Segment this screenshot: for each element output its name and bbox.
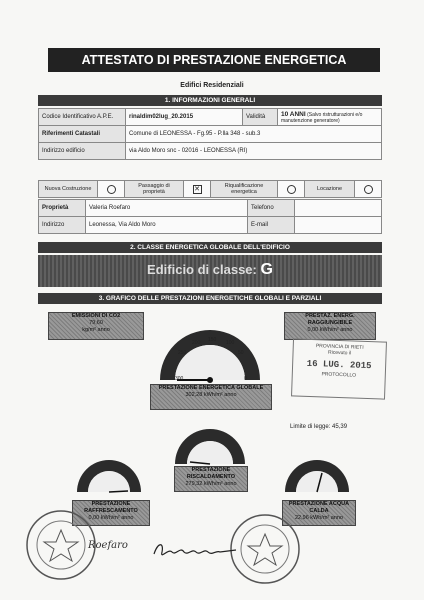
global-gauge xyxy=(150,320,270,390)
signature-stroke xyxy=(154,545,236,555)
code-value: rinaldim02lug_20.2015 xyxy=(126,109,243,126)
empty-radio-icon xyxy=(287,185,296,194)
document-title: ATTESTATO DI PRESTAZIONE ENERGETICA xyxy=(48,48,380,72)
gauge-tick-150: 150 xyxy=(208,337,217,343)
global-value: 302,28 kWh/m² anno xyxy=(185,392,237,398)
section-energy-class-header: 2. CLASSE ENERGETICA GLOBALE DELL'EDIFICIO xyxy=(38,242,382,253)
owner-signature: Roefaro xyxy=(88,540,128,551)
water-value: 22,96 kWh/m² anno xyxy=(295,515,343,521)
cadastral-label: Riferimenti Catastali xyxy=(39,126,126,143)
achievable-performance-box xyxy=(284,312,376,340)
gauge-hub xyxy=(207,377,213,383)
heating-value: 279,32 kWh/m² anno xyxy=(185,481,237,487)
opt-transfer-label: Passaggio di proprietà xyxy=(125,181,184,198)
achievable-title: PRESTAZ. ENERG. RAGGIUNGIBILE xyxy=(305,313,355,326)
seal-star-icon xyxy=(44,530,78,561)
cooling-gauge xyxy=(72,456,146,496)
stamp-line2: Ricevuto il xyxy=(327,349,352,357)
opt-rent-label: Locazione xyxy=(305,181,355,198)
empty-radio-icon xyxy=(364,185,373,194)
checked-box-icon: ✕ xyxy=(194,185,200,193)
energy-class-prefix: Edificio di classe: xyxy=(147,262,257,277)
section-graph-header: 3. GRAFICO DELLE PRESTAZIONI ENERGETICHE GLOBALI E PARZIALI xyxy=(38,293,382,304)
email-label: E-mail xyxy=(248,217,295,234)
gauge-tick-100: 100 xyxy=(226,340,235,346)
address-value: via Aldo Moro snc - 02016 - LEONESSA (RI) xyxy=(126,143,382,160)
stamp-line1: PROVINCIA DI RIETI xyxy=(315,343,364,351)
gauge-tick-50: 50 xyxy=(238,350,244,356)
owner-address-value: Leonessa, Via Aldo Moro xyxy=(86,217,248,234)
general-info-table xyxy=(38,108,382,160)
gauge-tick-300: 300 xyxy=(175,376,184,382)
cadastral-value: Comune di LEONESSA - Fg.95 - P.lla 348 - sub.3 xyxy=(126,126,382,143)
gauge-tick-200: 200 xyxy=(192,340,201,346)
validity-note: (Salvo ristrutturazioni e/o manutenzione generatore) xyxy=(281,111,363,124)
section-general-info-header: 1. INFORMAZIONI GENERALI xyxy=(38,95,382,106)
legal-limit: Limite di legge: 45,39 xyxy=(290,424,348,430)
reception-stamp xyxy=(291,338,387,399)
opt-new-radio xyxy=(98,181,125,198)
phone-value xyxy=(295,200,382,217)
purpose-table xyxy=(38,180,382,198)
left-official-seal xyxy=(24,508,98,582)
cooling-title: PRESTAZIONE RAFFRESCAMENTO xyxy=(84,501,138,514)
address-label: Indirizzo edificio xyxy=(39,143,126,160)
email-value xyxy=(295,217,382,234)
gauge-tick-0: 0 xyxy=(244,376,247,382)
cooling-value: 0,00 kWh/m² anno xyxy=(88,515,134,521)
opt-new-label: Nuova Costruzione xyxy=(39,181,98,198)
energy-class-box xyxy=(38,255,382,287)
opt-rent-radio xyxy=(355,181,382,198)
co2-unit: kg/m² anno xyxy=(82,327,110,333)
hot-water-gauge xyxy=(280,456,354,496)
energy-class-text xyxy=(38,261,382,279)
global-title: PRESTAZIONE ENERGETICA GLOBALE xyxy=(158,385,264,391)
stamp-date: 16 LUG. 2015 xyxy=(306,358,372,372)
opt-requal-radio xyxy=(278,181,305,198)
owner-table xyxy=(38,199,382,234)
water-title: PRESTAZIONE ACQUA CALDA xyxy=(288,501,350,514)
gauge-tick-250: 250 xyxy=(178,350,187,356)
achievable-value: 0,00 kWh/m² anno xyxy=(307,327,353,333)
co2-title: EMISSIONI DI CO2 xyxy=(71,313,121,319)
cooling-gauge-needle xyxy=(109,491,128,492)
validity-label: Validità xyxy=(243,109,278,126)
document-subtitle: Edifici Residenziali xyxy=(180,82,244,89)
owner-label: Proprietà xyxy=(39,200,86,217)
owner-address-label: Indirizzo xyxy=(39,217,86,234)
validity-cell xyxy=(278,109,382,126)
owner-value: Valeria Roefaro xyxy=(86,200,248,217)
seal-inner-ring xyxy=(241,525,289,573)
energy-class-letter: G xyxy=(260,261,273,278)
global-performance-box xyxy=(150,384,272,410)
seal-star-icon xyxy=(248,534,282,565)
validity-value: 10 ANNI xyxy=(281,110,306,118)
opt-requal-label: Riqualificazione energetica xyxy=(211,181,278,198)
co2-emissions-box xyxy=(48,312,144,340)
opt-transfer-check xyxy=(184,181,211,198)
seal-inner-ring xyxy=(37,521,85,569)
co2-value: 79,60 xyxy=(89,320,103,326)
heating-gauge xyxy=(170,424,250,468)
stamp-line3: PROTOCOLLO xyxy=(321,371,357,379)
empty-radio-icon xyxy=(107,185,116,194)
heating-performance-box xyxy=(174,466,248,492)
phone-label: Telefono xyxy=(248,200,295,217)
heating-title: PRESTAZIONE RISCALDAMENTO xyxy=(186,467,236,480)
technician-signature xyxy=(150,538,240,562)
code-label: Codice Identificativo A.P.E. xyxy=(39,109,126,126)
